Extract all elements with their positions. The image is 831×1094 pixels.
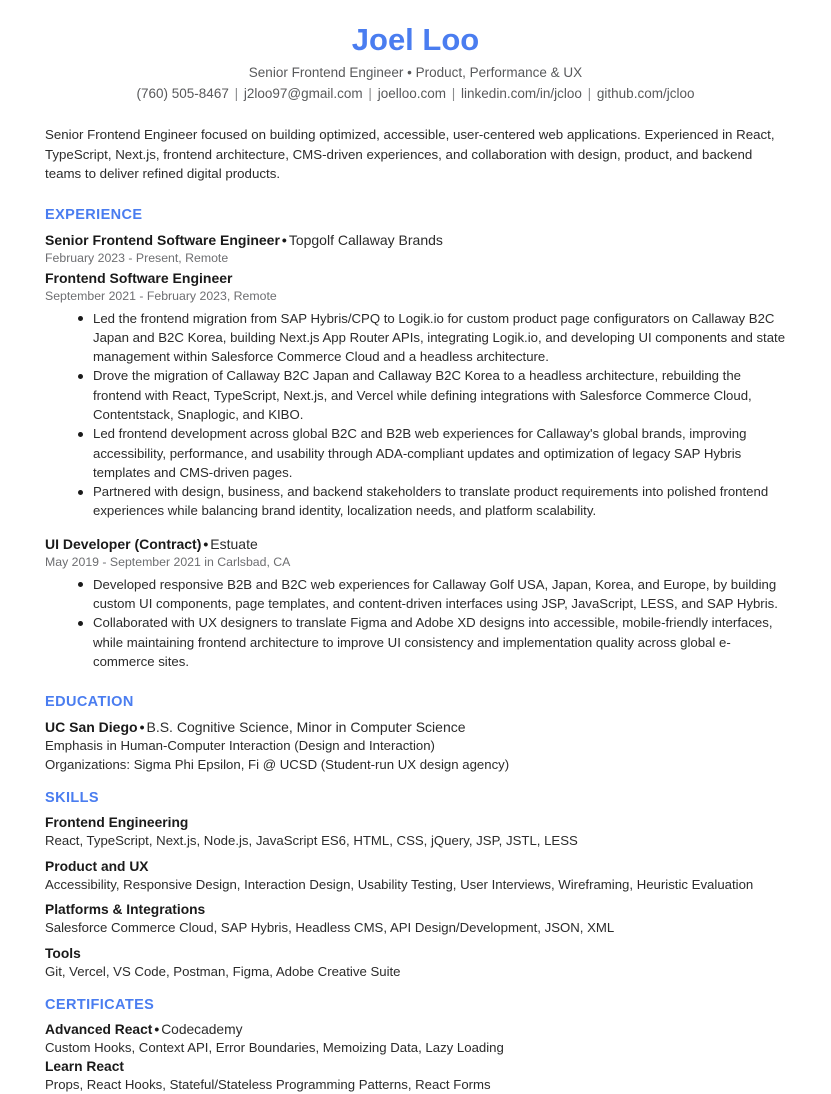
job-title-line bbox=[45, 535, 786, 553]
certificate-topics: Props, React Hooks, Stateful/Stateless Programming Patterns, React Forms bbox=[45, 1076, 491, 1092]
education-degree: B.S. Cognitive Science, Minor in Computer Science bbox=[146, 719, 466, 736]
experience-entry bbox=[45, 535, 786, 671]
skill-group bbox=[45, 901, 786, 938]
skill-group-name: Product and UX bbox=[45, 858, 149, 874]
skill-group bbox=[45, 814, 786, 851]
section-heading-experience: EXPERIENCE bbox=[45, 206, 143, 223]
contact-website[interactable]: joelloo.com bbox=[377, 86, 446, 101]
page-title: Joel Loo bbox=[351, 22, 480, 57]
list-item: Led frontend development across global B2C and B2B web experiences for Callaway's global brands, improving accessibility, performance, and usability through ADA-compliant updates and optimization of legacy SAP Hybris templates and CMS-driven pages. bbox=[45, 424, 786, 482]
experience-entry bbox=[45, 231, 786, 521]
job-title-line-secondary bbox=[45, 269, 786, 287]
education-school: UC San Diego bbox=[45, 719, 138, 736]
skill-group bbox=[45, 945, 786, 982]
separator-dot: • bbox=[154, 1022, 160, 1038]
resume-header bbox=[45, 0, 786, 103]
contact-separator: | bbox=[234, 86, 239, 101]
education-organizations: Organizations: Sigma Phi Epsilon, Fi @ UCSD (Student-run UX design agency) bbox=[45, 757, 510, 773]
certificate-issuer: Codecademy bbox=[161, 1022, 243, 1038]
contact-separator: | bbox=[451, 86, 456, 101]
section-heading-education: EDUCATION bbox=[45, 694, 134, 711]
list-item: Led the frontend migration from SAP Hybris/CPQ to Logik.io for custom product page configurators on Callaway B2C Japan and B2C Korea, building Next.js App Router APIs, integrating Logik.io, and developing UI components and state management within Salesforce Commerce Cloud and a headless architecture. bbox=[45, 309, 786, 367]
professional-summary: Senior Frontend Engineer focused on building optimized, accessible, user-centered web applications. Experienced in React, TypeScript, Next.js, frontend architecture, CMS-driven experiences, and collaboration with design, product, and backend teams to deliver refined digital products. bbox=[45, 127, 775, 181]
skill-group-name: Frontend Engineering bbox=[45, 815, 189, 831]
certificate-name: Learn React bbox=[45, 1058, 124, 1074]
contact-phone: (760) 505-8467 bbox=[136, 86, 229, 101]
section-experience bbox=[45, 207, 786, 672]
contact-github[interactable]: github.com/jcloo bbox=[596, 86, 695, 101]
contact-email[interactable]: j2loo97@gmail.com bbox=[243, 86, 363, 101]
skill-group-items: React, TypeScript, Next.js, Node.js, JavaScript ES6, HTML, CSS, jQuery, JSP, JSTL, LESS bbox=[45, 833, 578, 849]
job-company: Estuate bbox=[210, 535, 258, 552]
education-emphasis: Emphasis in Human-Computer Interaction (Design and Interaction) bbox=[45, 738, 435, 754]
contact-line bbox=[45, 84, 786, 103]
contact-linkedin[interactable]: linkedin.com/in/jcloo bbox=[461, 86, 582, 101]
list-item: Partnered with design, business, and backend stakeholders to translate product requirements into polished frontend experiences while balancing brand identity, localization needs, and platform scalability. bbox=[45, 482, 786, 521]
certificate-entry bbox=[45, 1058, 786, 1094]
list-item: Developed responsive B2B and B2C web experiences for Callaway Golf USA, Japan, Korea, and Europe, by building custom UI components, page templates, and content-driven interfaces using JSP, JavaScript, LESS, and SAP Hybris. bbox=[45, 575, 786, 614]
job-dates-location-secondary: September 2021 - February 2023, Remote bbox=[45, 288, 277, 303]
separator-dot: • bbox=[139, 719, 145, 736]
job-bullet-list bbox=[45, 575, 786, 671]
list-item: Drove the migration of Callaway B2C Japan and Callaway B2C Korea to a headless architecture, rebuilding the frontend with React, TypeScript, Next.js, and Vercel while defining integrations with Salesforce Commerce Cloud, Contentstack, Snaplogic, and KIBO. bbox=[45, 366, 786, 424]
contact-separator: | bbox=[368, 86, 372, 101]
candidate-headline: Senior Frontend Engineer • Product, Performance & UX bbox=[248, 65, 583, 80]
section-education bbox=[45, 694, 786, 774]
section-skills bbox=[45, 790, 786, 981]
skill-group-name: Platforms & Integrations bbox=[45, 902, 206, 918]
certificate-title-line bbox=[45, 1021, 786, 1039]
section-heading-skills: SKILLS bbox=[45, 790, 99, 807]
certificate-entry bbox=[45, 1021, 786, 1058]
certificate-topics: Custom Hooks, Context API, Error Boundaries, Memoizing Data, Lazy Loading bbox=[45, 1040, 504, 1056]
certificate-title-line bbox=[45, 1058, 786, 1076]
separator-dot: • bbox=[203, 535, 209, 552]
job-dates-location: May 2019 - September 2021 in Carlsbad, CA bbox=[45, 554, 291, 569]
skill-group bbox=[45, 858, 786, 895]
skill-group-name: Tools bbox=[45, 945, 81, 961]
job-role: Senior Frontend Software Engineer bbox=[45, 231, 280, 248]
job-role-secondary: Frontend Software Engineer bbox=[45, 269, 233, 286]
job-role: UI Developer (Contract) bbox=[45, 535, 202, 552]
list-item: Collaborated with UX designers to translate Figma and Adobe XD designs into accessible, mobile-friendly interfaces, while maintaining frontend architecture to improve UI consistency and implementation quality across global e-commerce sites. bbox=[45, 613, 786, 671]
education-title-line bbox=[45, 718, 786, 736]
job-title-line bbox=[45, 231, 786, 249]
job-bullet-list bbox=[45, 309, 786, 521]
skill-group-items: Accessibility, Responsive Design, Interaction Design, Usability Testing, User Interviews, Wireframing, Heuristic Evaluation bbox=[45, 876, 754, 892]
contact-separator: | bbox=[587, 86, 592, 101]
certificate-name: Advanced React bbox=[45, 1022, 153, 1038]
job-company: Topgolf Callaway Brands bbox=[288, 231, 443, 248]
separator-dot: • bbox=[281, 231, 287, 248]
skill-group-items: Git, Vercel, VS Code, Postman, Figma, Adobe Creative Suite bbox=[45, 963, 401, 979]
section-certificates bbox=[45, 997, 786, 1094]
skill-group-items: Salesforce Commerce Cloud, SAP Hybris, Headless CMS, API Design/Development, JSON, XML bbox=[45, 920, 615, 936]
section-heading-certificates: CERTIFICATES bbox=[45, 997, 155, 1014]
job-dates-location: February 2023 - Present, Remote bbox=[45, 250, 229, 265]
